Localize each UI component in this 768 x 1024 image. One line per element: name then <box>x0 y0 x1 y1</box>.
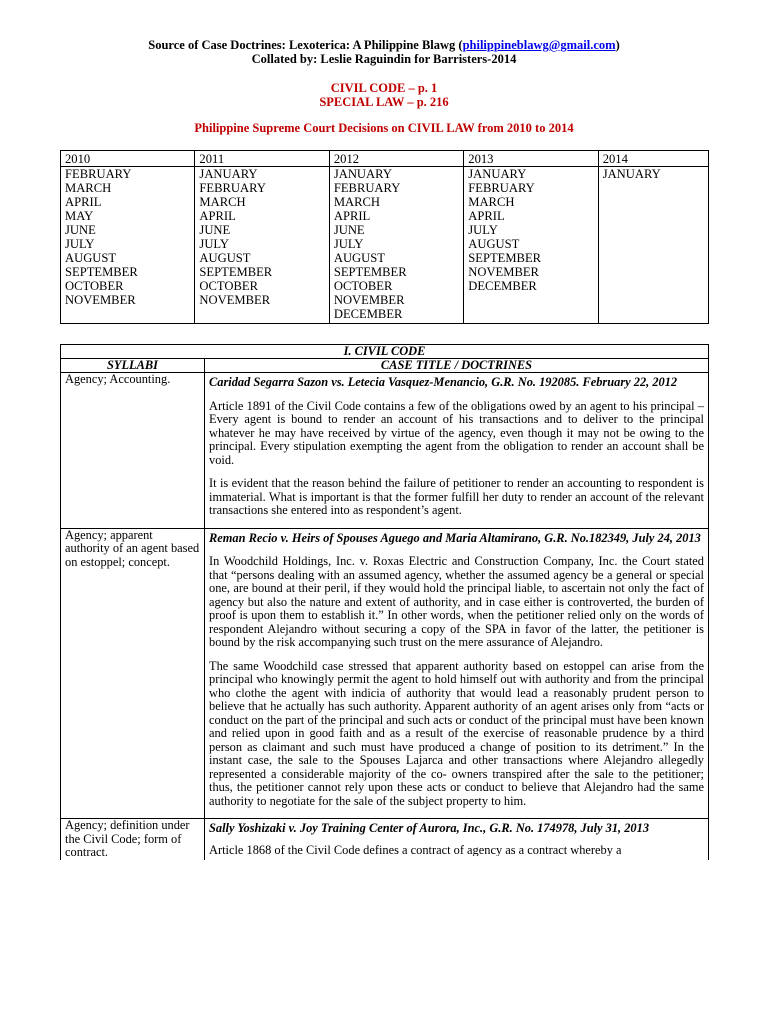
section-title-row <box>61 345 709 359</box>
month-entry: AUGUST <box>333 251 385 265</box>
month-entry: MARCH <box>65 181 112 195</box>
years-header-row <box>61 151 709 167</box>
source-line: Source of Case Doctrines: Lexoterica: A Philippine Blawg (philippineblawg@gmail.com) <box>148 38 620 52</box>
month-entry: JULY <box>65 237 95 251</box>
year-2014: 2014 <box>598 151 708 167</box>
doctrine-cell <box>205 373 709 529</box>
months-2013 <box>464 167 598 324</box>
case-title: Reman Recio v. Heirs of Spouses Aguego and Maria Altamirano, G.R. No.182349, July 24, 2013 <box>209 530 701 545</box>
month-entry: APRIL <box>199 209 236 223</box>
doctrine-cell <box>205 528 709 819</box>
syllabi-cell: Agency; definition under the Civil Code; form of contract. <box>61 819 205 860</box>
month-entry: JANUARY <box>602 167 661 181</box>
month-entry: MARCH <box>468 195 515 209</box>
collated-line: Collated by: Leslie Raguindin for Barristers-2014 <box>251 52 517 66</box>
month-entry: JULY <box>199 237 229 251</box>
month-entry: NOVEMBER <box>333 293 405 307</box>
month-entry: SEPTEMBER <box>333 265 407 279</box>
month-entry: SEPTEMBER <box>468 251 542 265</box>
month-entry: FEBRUARY <box>65 167 132 181</box>
month-entry: MAY <box>65 209 94 223</box>
syllabi-header: SYLLABI <box>61 359 205 373</box>
month-entry: JANUARY <box>333 167 392 181</box>
month-entry: SEPTEMBER <box>65 265 138 279</box>
doctrine-row <box>61 819 709 860</box>
doctrine-row <box>61 373 709 529</box>
month-entry: FEBRUARY <box>468 181 535 195</box>
month-entry: OCTOBER <box>333 279 393 293</box>
case-title-header: CASE TITLE / DOCTRINES <box>205 359 709 373</box>
section-title: I. CIVIL CODE <box>61 345 709 359</box>
doctrine-paragraph: Article 1868 of the Civil Code defines a contract of agency as a contract whereby a <box>209 842 622 856</box>
months-row <box>61 167 709 324</box>
year-2010: 2010 <box>61 151 195 167</box>
year-2013: 2013 <box>464 151 598 167</box>
syllabi-cell: Agency; Accounting. <box>61 373 205 529</box>
month-entry: NOVEMBER <box>199 293 271 307</box>
doctrine-paragraph: Article 1891 of the Civil Code contains a few of the obligations owed by an agent to his principal – Every agent is bound to render an account of his transactions and to deliver to the principal whatever he may have received by virtue of the agency, even though it may not be owing to the principal. Every stipulation exempting the agent from the obligation to render an account shall be void. <box>209 398 704 467</box>
month-entry: FEBRUARY <box>333 181 401 195</box>
month-entry: MARCH <box>333 195 381 209</box>
month-entry: OCTOBER <box>65 279 124 293</box>
doctrine-paragraph: It is evident that the reason behind the failure of petitioner to render an accounting to respondent is immaterial. What is important is that the former fulfill her duty to render an account of the relevant transactions she entered into as respondent’s agent. <box>209 476 704 517</box>
year-2011: 2011 <box>195 151 329 167</box>
months-2014 <box>598 167 708 324</box>
month-entry: NOVEMBER <box>65 293 136 307</box>
month-entry: JULY <box>333 237 364 251</box>
column-header-row <box>61 359 709 373</box>
syllabi-cell: Agency; apparent authority of an agent based on estoppel; concept. <box>61 528 205 819</box>
case-title: Sally Yoshizaki v. Joy Training Center of Aurora, Inc., G.R. No. 174978, July 31, 2013 <box>209 821 650 835</box>
month-entry: FEBRUARY <box>199 181 266 195</box>
month-entry: MARCH <box>199 195 246 209</box>
month-entry: JANUARY <box>199 167 258 181</box>
months-2011 <box>195 167 329 324</box>
year-2012: 2012 <box>329 151 463 167</box>
civil-code-page: CIVIL CODE – p. 1 <box>330 81 438 95</box>
month-entry: JUNE <box>65 223 96 237</box>
doctrine-paragraph: In Woodchild Holdings, Inc. v. Roxas Electric and Construction Company, Inc. the Court stated that “persons dealing with an assumed agency, whether the assumed agency be a general or special one, are bound at their peril, if they would hold the principal liable, to ascertain not only the fact of agency but also the nature and extent of authority, and in case either is controverted, the burden of proof is upon them to establish it.” In other words, when the petitioner relied only on the words of respondent Alejandro without securing a copy of the SPA in favor of the latter, the petitioner is bound by the risk accompanying such trust on the mere assurance of Alejandro. <box>209 554 704 649</box>
months-2012 <box>329 167 463 324</box>
source-email-link[interactable]: philippineblawg@gmail.com <box>462 38 616 52</box>
month-entry: JULY <box>468 223 498 237</box>
document-subtitle: Philippine Supreme Court Decisions on CIVIL LAW from 2010 to 2014 <box>194 121 574 135</box>
month-entry: DECEMBER <box>333 307 403 321</box>
month-entry: JANUARY <box>468 167 527 181</box>
months-2010 <box>61 167 195 324</box>
month-entry: AUGUST <box>65 251 117 265</box>
doctrine-paragraph: The same Woodchild case stressed that apparent authority based on estoppel can arise from the principal who knowingly permit the agent to hold himself out with authority and from the principal who clothe the agent with indicia of authority that would lead a reasonably prudent person to believe that he actually has such authority. Apparent authority of an agent arises only from “acts or conduct on the part of the principal and such acts or conduct of the principal must have been known and relied upon in good faith and as a result of the exercise of reasonable prudence by a third person as claimant and such must have produced a change of position to its detriment.” In the instant case, the sale to the Spouses Lajarca and other transactions where Alejandro allegedly represented a considerable majority of the co- owners transpired after the sale to the petitioner; thus, the petitioner cannot rely upon these acts or conduct to believe that Alejandro had the same authority to negotiate for the sale of the subject property to him. <box>209 658 704 808</box>
doctrine-cell <box>205 819 709 860</box>
civil-code-doctrines-table <box>60 344 709 860</box>
month-entry: AUGUST <box>468 237 520 251</box>
month-entry: APRIL <box>333 209 371 223</box>
special-law-page: SPECIAL LAW – p. 216 <box>319 95 449 109</box>
month-entry: DECEMBER <box>468 279 537 293</box>
month-entry: APRIL <box>65 195 102 209</box>
case-title: Caridad Segarra Sazon vs. Letecia Vasquez-Menancio, G.R. No. 192085. February 22, 2012 <box>209 375 678 389</box>
month-entry: APRIL <box>468 209 505 223</box>
clipped-content <box>209 819 704 856</box>
month-entry: NOVEMBER <box>468 265 539 279</box>
month-entry: JUNE <box>333 223 365 237</box>
years-months-table <box>60 150 709 324</box>
doctrine-row <box>61 528 709 819</box>
month-entry: OCTOBER <box>199 279 258 293</box>
month-entry: SEPTEMBER <box>199 265 273 279</box>
month-entry: JUNE <box>199 223 231 237</box>
month-entry: AUGUST <box>199 251 251 265</box>
